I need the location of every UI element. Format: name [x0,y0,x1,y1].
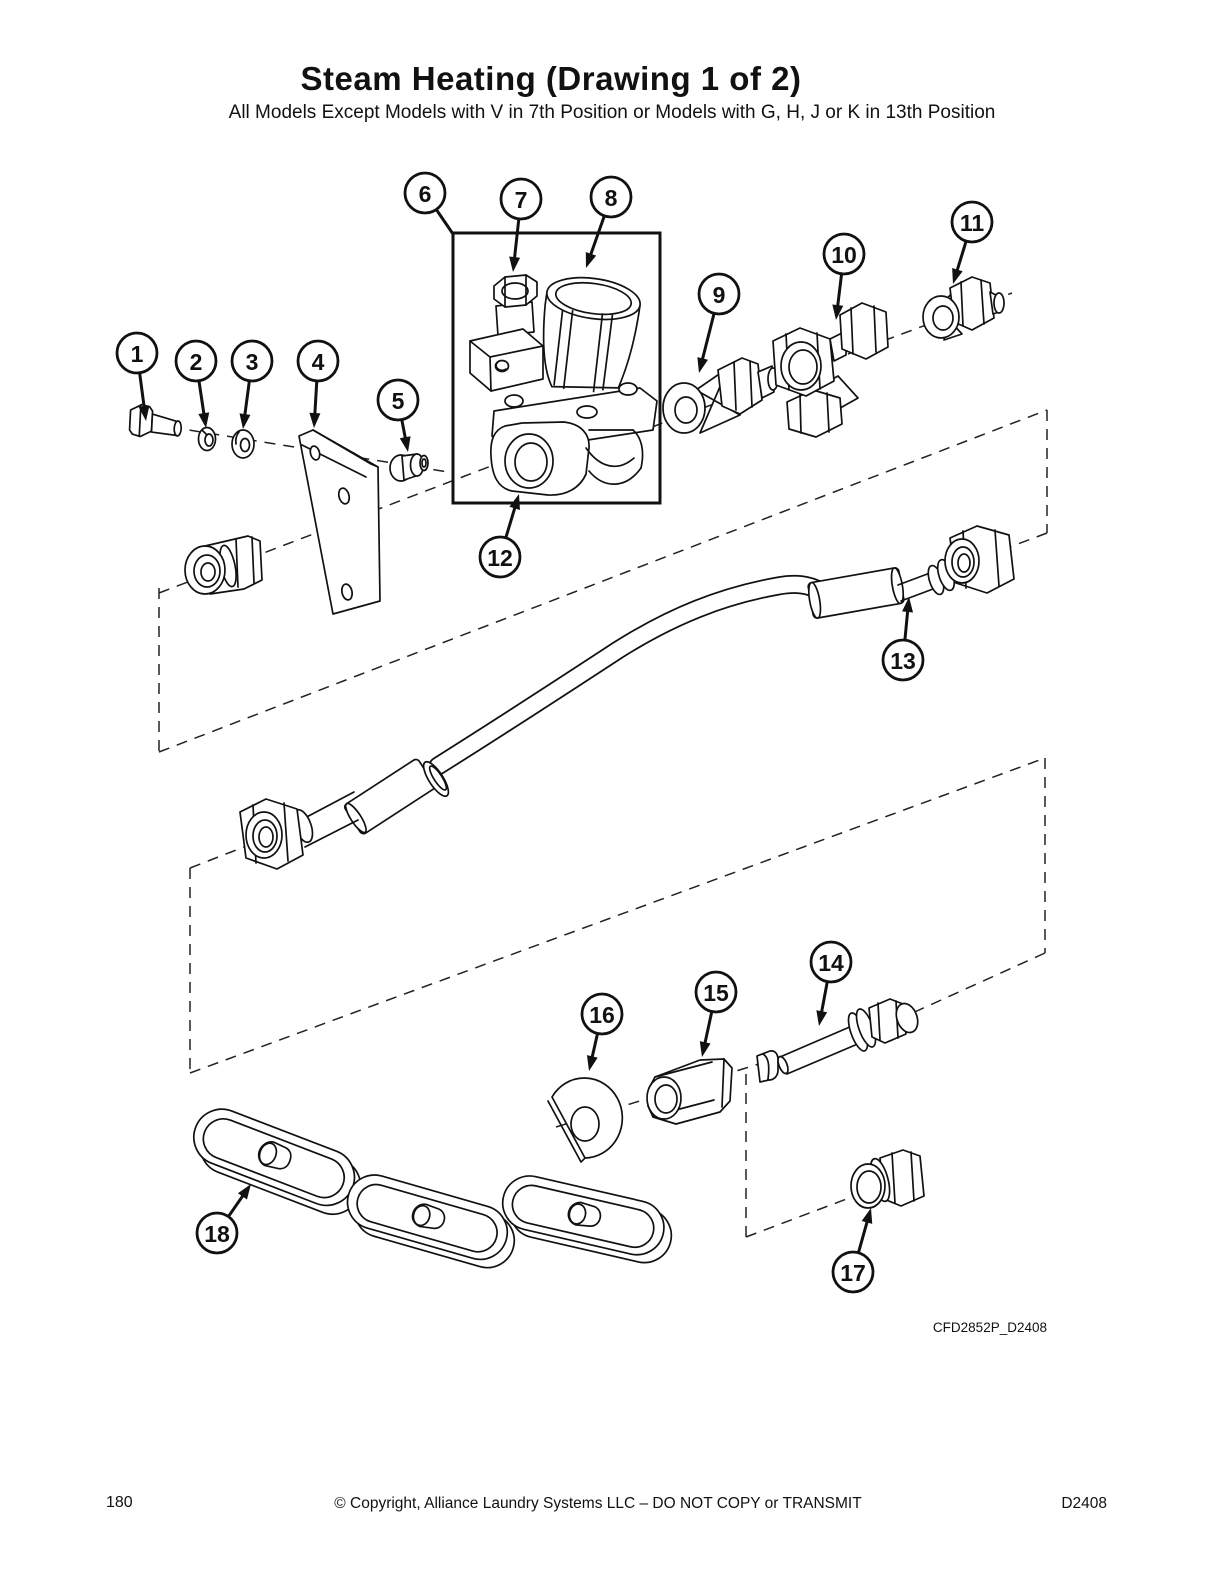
callout-9 [697,274,739,373]
part-cap-fitting [851,1150,924,1208]
solenoid-coil [534,272,643,397]
page-subtitle: All Models Except Models with V in 7th Position or Models with G, H, J or K in 13th Position [228,102,996,123]
part-union-fitting [923,277,1004,340]
part-guard-washer [548,1078,622,1162]
svg-text:10: 10 [831,242,857,268]
svg-text:2: 2 [189,349,203,375]
callout-18 [197,1184,251,1253]
callout-16 [582,994,622,1071]
svg-text:5: 5 [391,388,405,414]
part-pad-2 [339,1169,522,1274]
part-mounting-bracket [299,430,380,614]
callout-8 [586,177,631,268]
svg-text:8: 8 [604,185,618,211]
callout-11 [952,202,992,284]
callout-14 [811,942,851,1026]
callout-7 [501,179,541,272]
drawing-code-label: CFD2852P_D2408 [932,1320,1047,1335]
page-number: 180 [106,1494,133,1511]
svg-text:13: 13 [890,648,916,674]
doc-code: D2408 [1061,1495,1107,1512]
part-y-strainer [773,303,888,437]
page-title: Steam Heating (Drawing 1 of 2) [300,60,802,97]
part-inlet-fitting [185,536,262,594]
callout-15 [696,972,736,1057]
svg-text:9: 9 [712,282,726,308]
callout-12 [480,494,520,577]
callout-4 [298,341,338,428]
svg-text:7: 7 [514,187,528,213]
part-injector-tube [757,999,922,1082]
svg-text:15: 15 [703,980,729,1006]
part-flat-washer [232,430,254,458]
callout-13 [883,597,923,680]
part-solenoid-valve [470,272,657,495]
part-bushing [390,454,428,481]
part-hex-bolt [129,404,182,439]
svg-text:16: 16 [589,1002,615,1028]
callout-3 [232,341,272,429]
callout-6 [405,173,453,234]
part-nipple-fitting [663,358,778,433]
copyright-notice: © Copyright, Alliance Laundry Systems LLC – DO NOT COPY or TRANSMIT [334,1495,862,1512]
svg-text:11: 11 [959,210,985,236]
svg-text:18: 18 [204,1221,230,1247]
svg-text:4: 4 [311,349,325,375]
svg-text:17: 17 [840,1260,866,1286]
part-coupling-nut [647,1059,732,1124]
svg-text:14: 14 [818,950,844,976]
svg-text:1: 1 [130,341,144,367]
callout-17 [833,1208,873,1292]
svg-text:3: 3 [245,349,259,375]
part-pad-3 [496,1171,678,1268]
part-pad-1 [184,1101,371,1222]
svg-text:12: 12 [487,545,513,571]
callout-2 [176,341,216,428]
svg-text:6: 6 [418,181,432,207]
callout-5 [378,380,418,452]
part-lock-washer [199,428,216,451]
